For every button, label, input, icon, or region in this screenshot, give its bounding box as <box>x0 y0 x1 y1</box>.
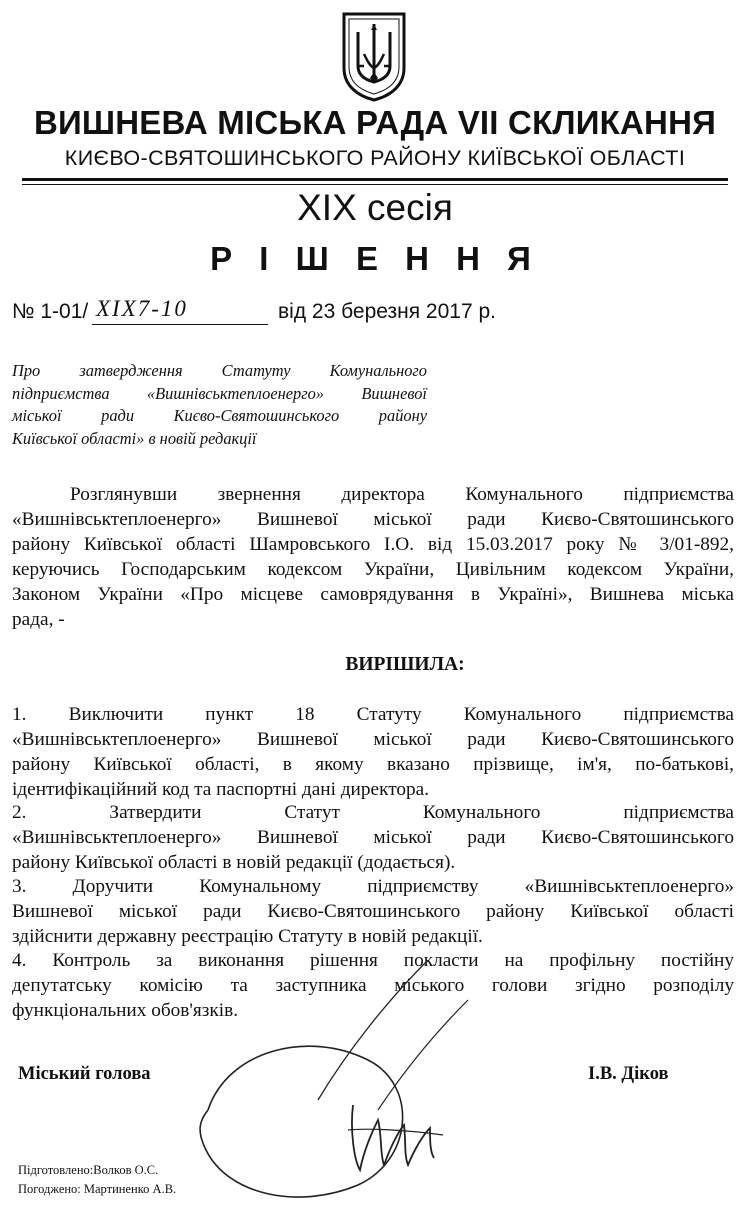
item-line: ідентифікаційний код та паспортні дані директора. <box>12 779 430 800</box>
prepared-by: Підготовлено:Волков О.С. <box>18 1163 159 1177</box>
agreed-by: Погоджено: Мартиненко А.В. <box>18 1182 177 1196</box>
decision-number-prefix: № 1-01/ <box>12 300 89 323</box>
council-subtitle: КИЄВО-СВЯТОШИНСЬКОГО РАЙОНУ КИЇВСЬКОЇ ОБЛАСТІ <box>64 146 686 170</box>
resolution-item-1 <box>12 702 734 802</box>
signatory-title: Міський голова <box>18 1064 151 1084</box>
preamble-line: «Вишнівськтеплоенерго» Вишневої міської ради Києво-Святошинського <box>12 509 734 530</box>
item-line: Вишневої міської ради Києво-Святошинського району Київської області <box>12 901 734 922</box>
subject-line: міської ради Києво-Святошинського району <box>12 406 427 426</box>
signatory-name: І.В. Діков <box>588 1064 669 1084</box>
item-line: «Вишнівськтеплоенерго» Вишневої міської ради Києво-Святошинського <box>12 729 734 750</box>
item-line: депутатську комісію та заступника міського голови згідно розподілу <box>12 975 734 996</box>
item-line: функціональних обов'язків. <box>12 1000 239 1021</box>
preamble-line: рада, - <box>12 609 65 630</box>
item-line: 1. Виключити пункт 18 Статуту Комунального підприємства <box>12 704 734 725</box>
subject-line: підприємства «Вишнівськтеплоенерго» Вишневої <box>12 383 427 403</box>
handwritten-signature <box>168 960 488 1210</box>
subject-line: Про затвердження Статуту Комунального <box>12 361 427 380</box>
header-rule-thin <box>22 184 728 185</box>
session-title: XIX сесія <box>297 187 453 228</box>
decision-subject <box>12 360 427 450</box>
decision-date: від 23 березня 2017 р. <box>278 300 496 323</box>
preamble-paragraph <box>12 482 734 632</box>
item-line: району Київської області в новій редакції (додається). <box>12 852 456 873</box>
item-line: 4. Контроль за виконання рішення покласти на профільну постійну <box>12 950 734 971</box>
item-line: здійснити державну реєстрацію Статуту в новій редакції. <box>12 926 483 947</box>
preamble-line: району Київської області Шамровського І.О. від 15.03.2017 року № 3/01-892, <box>12 534 734 555</box>
item-line: «Вишнівськтеплоенерго» Вишневої міської ради Києво-Святошинського <box>12 827 734 848</box>
decision-number-underline <box>92 324 268 325</box>
preamble-line: Розглянувши звернення директора Комунального підприємства <box>70 484 734 505</box>
document-type-title: Р І Ш Е Н Н Я <box>210 240 540 277</box>
council-title: ВИШНЕВА МІСЬКА РАДА VII СКЛИКАННЯ <box>33 104 717 141</box>
coat-of-arms-icon <box>340 10 408 102</box>
resolved-heading: ВИРІШИЛА: <box>345 654 465 675</box>
subject-line: Київської області» в новій редакції <box>12 428 257 448</box>
item-line: району Київської області, в якому вказано прізвище, ім'я, по-батькові, <box>12 754 734 775</box>
resolution-item-3 <box>12 874 734 949</box>
item-line: 2. Затвердити Статут Комунального підприємства <box>12 802 734 823</box>
item-line: 3. Доручити Комунальному підприємству «Вишнівськтеплоенерго» <box>12 876 734 897</box>
header-rule-thick <box>22 178 728 181</box>
preamble-line: Законом України «Про місцеве самоврядування в Україні», Вишнева міська <box>12 584 734 605</box>
preamble-line: керуючись Господарським кодексом України, Цивільним кодексом України, <box>12 559 734 580</box>
decision-number-handwritten: XIX7-10 <box>96 296 188 321</box>
resolution-item-2 <box>12 800 734 875</box>
